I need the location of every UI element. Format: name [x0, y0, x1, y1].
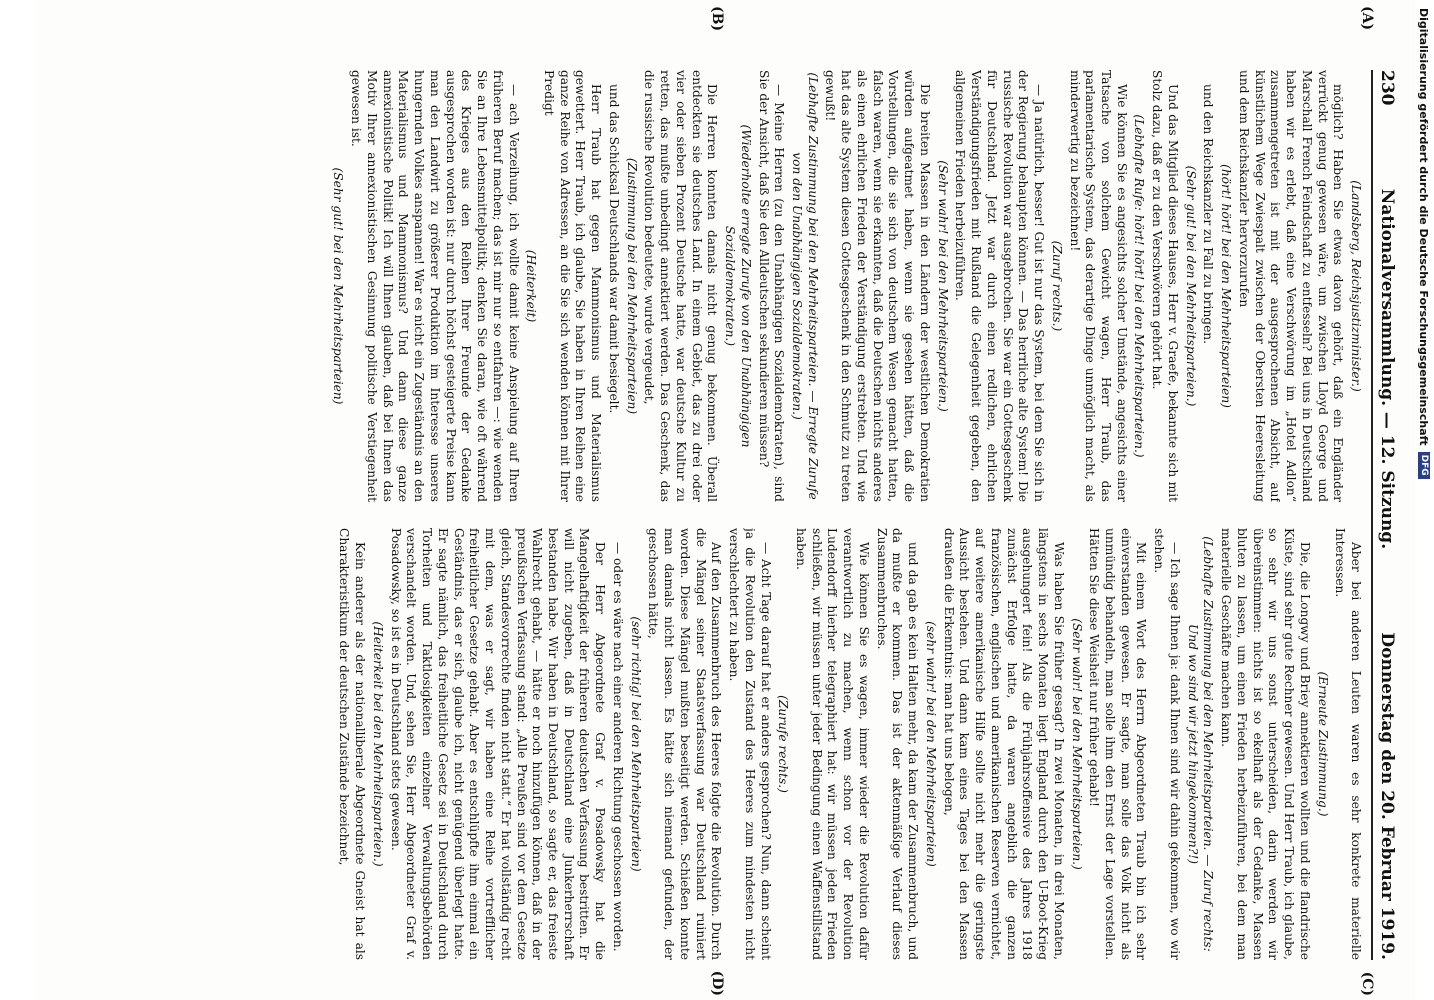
paragraph: Wie können Sie es angesichts solcher Umstände, angesichts einer Tatsache von solchem Gewicht wagen, Herr Traub, das parlamentarische System, das derartige Dinge unmöglich macht, als minderwertig zu bezeichnen! — [1067, 70, 1129, 502]
paragraph: Und das Mitglied dieses Hauses, Herr v. Graefe, bekannte sich mit Stolz dazu, daß er zu den Verschwörern gehört hat. — [1150, 70, 1180, 502]
paragraph: und da gab es kein Halten mehr, da kam der Zusammenbruch, und da mußte er kommen. Das ist der aktenmäßige Verlauf dieses Zusammenbruches. — [874, 528, 921, 960]
paragraph: — ach Verzeihung, ich wollte damit keine Anspielung auf Ihren früheren Beruf machen; das ist mir nur so entfahren —: wie wenden Sie an Ihre Lebensmittelpolitik; denken Sie daran, wie oft während des Krieges aus den Reihen Ihrer Freunde der Gedanke ausgesprochen worden ist: nur durch höchst gesteigerte Preise kann man den Landwirt zu größerer Produktion im Interesse unseres hungernden Volkes anspannen! War es nicht ein Zugeständnis an den Materialismus und Mammonismus? Und dann diese ganze annexionistische Politik! Ich will Ihnen glauben, daß bei Ihnen das Motiv Ihrer annexionistischen Gesinnung politische Verstiegenheit gewesen ist. — [349, 70, 521, 502]
paragraph: (hört! hört! bei den Mehrheitsparteien) — [1219, 164, 1234, 408]
paragraph: und das Schicksal Deutschlands war damit besiegelt. — [606, 84, 621, 414]
paragraph: (sehr wahr! bei den Mehrheitsparteien) — [923, 621, 938, 867]
paragraph: Auf den Zusammenbruch des Heeres folgte die Revolution. Durch die Mängel seiner Staatsverfassung war Deutschland ruiniert worden. Diese Mängel mußten beseitigt werden. Schießen konnte man damals nicht lassen. Es hätte sich niemand gefunden, der geschossen hätte, — [646, 528, 724, 960]
paragraph: — Acht Tage darauf hat er anders gesprochen? Nun, dann scheint ja die Revolution den Zustand des Heeres zum mindesten nicht verschlechtert zu haben. — [727, 528, 773, 960]
paragraph: Wie können Sie es wagen, immer wieder die Revolution dafür verantwortlich zu machen, wenn schon vor der Revolution Ludendorff hierher telegraphiert hat: wir müssen jeden Frieden schließen, wir müssen unter jeder Bedingung einen Waffenstillstand haben. — [794, 528, 871, 960]
paragraph: (Sehr wahr! bei den Mehrheitsparteien.) — [1069, 618, 1084, 870]
paragraph: — Ich sage Ihnen ja: dank Ihnen sind wir dahin gekommen, wo wir stehen. — [1152, 528, 1182, 960]
paragraph: (Landsberg, Reichsjustizminister.) — [1349, 180, 1363, 392]
running-title-right: Donnerstag den 20. Februar 1919. — [1377, 632, 1397, 960]
margin-marker-b: (B) — [709, 6, 725, 32]
paragraph: und den Reichskanzler zu Fall zu bringen. — [1201, 84, 1216, 345]
paragraph: Kein anderer als der nationalliberale Abgeordnete Gneist hat als Charakteristikum der deutschen Zustände bezeichnet, — [337, 528, 368, 960]
paragraph: Die breiten Massen in den Ländern der westlichen Demokratien würden aufgeatmet haben, wenn sie gesehen hätten, daß die Vorstellungen, die sie sich von deutschem Wesen gemacht hatten, falsch waren, wenn sie erkannten, daß die Deutschen nichts anderes als einen ehrlichen Frieden der Verständigung erstrebten. Und wie hat das alte System diesen Gottesgeschenk in den Schmutz zu treten gewußt! — [823, 70, 932, 502]
paragraph: Herr Traub hat gegen Mammonismus und Materialismus gewettert. Herr Traub, ich glaube, Sie haben in Ihren Reihen eine ganze Reihe von Adressen, an die Sie sich wenden können mit Ihrer Predigt — [542, 70, 604, 502]
paragraph: (Sehr gut! bei den Mehrheitsparteien) — [331, 167, 346, 405]
digitization-credit — [1416, 8, 1432, 568]
right-column — [63, 528, 1363, 960]
paragraph: (Sehr wahr! bei den Mehrheitsparteien.) — [935, 160, 950, 412]
document-page — [35, 0, 1415, 1000]
margin-marker-d: (D) — [709, 970, 725, 996]
page-number: 230 — [1377, 70, 1397, 106]
paragraph: — oder es wäre nach einer anderen Richtung geschossen worden. — [610, 542, 625, 952]
paragraph: (Lebhafte Rufe: hört! hört! bei den Mehrheitsparteien.) — [1132, 114, 1147, 458]
paragraph: — Ja natürlich, besser! Gut ist nur das System, bei dem Sie sich in der Regierung behaupten können. — Das herrliche alte System! Die russische Revolution war ausgebrochen. Sie war ein Gottesgeschenk für Deutschland. Jetzt war durch einen redlichen, ehrlichen Verständigungsfrieden mit Rußland die Gelegenheit gegeben, den allgemeinen Frieden herbeizuführen. — [953, 70, 1047, 502]
paragraph: Der Herr Abgeordnete Graf v. Posadowsky hat die Mangelhaftigkeit der früheren deutschen Verfassung bestritten. Er will nicht zugeben, daß in Deutschland eine Junkerherrschaft bestanden habe. Wir haben in Deutschland, so sagte er, das freieste Wahlrecht gehabt, — hätte er noch hinzufügen können, daß in der preußischen Verfassung stand: „Alle Preußen sind vor dem Gesetze gleich, Standesvorrechte finden nicht statt.“ Er hat vollständig recht mit dem, was er sagt, wir haben eine Reihe vortrefflicher freiheitlicher Gesetze gehabt. Aber es entschlüpfte ihm einmal ein Geständnis, das er sich, glaube ich, nicht genügend überlegt hatte. Er sagte nämlich, das freiheitliche Gesetz sei in Deutschland durch Torheiten und Taktlosigkeiten einzelner Verwaltungsbehörden verschandelt worden. Und, sehen Sie, Herr Abgeordneter Graf v. Posadowsky, so ist es in Deutschland stets gewesen. — [388, 528, 608, 960]
paragraph: (Heiterkeit) — [524, 249, 539, 323]
margin-marker-a: (A) — [1359, 6, 1375, 31]
left-column — [63, 70, 1363, 502]
paragraph: — Meine Herren (zu den Unabhängigen Sozialdemokraten), sind Sie der Ansicht, daß Sie den Alldeutschen sekundieren müssen? — [756, 70, 787, 502]
paragraph: Die Herren konnten damals nicht genug bekommen. Überall entdeckten sie deutsches Land. In einem Gebiet, das zu drei oder vier oder sieben Prozent Deutsche hatte, war deutsche Kultur zu retten, das mußte unbedingt annektiert werden. Das Geschenk, das die russische Revolution bedeutete, wurde vergeudet, — [642, 70, 720, 502]
paragraph: (Wiederholte erregte Zurufe von den Unabhängigen Sozialdemokraten.) — [723, 124, 753, 448]
paragraph: Die, die Longwy und Briey annektieren wollten und die flandrische Küste, sind sehr gute Rechner gewesen. Und Herr Traub, ich glaube, so sehr wir uns sonst unterscheiden, darin werden wir übereinstimmen: nichts ist so ekelhaft als der Gedanke, Massen bluten zu lassen, um einen Frieden herbeizuführen, bei dem man materielle Geschäfte machen kann. — [1219, 528, 1312, 960]
paragraph: möglich? Haben Sie etwas davon gehört, daß ein Engländer verrückt genug gewesen wäre, um zwischen Lloyd George und Marschall French Feindschaft zu entfesseln? Bei uns in Deutschland haben wir es erlebt, daß eine Verschwörung im „Hotel Adlon“ zusammengetreten ist mit der ausgesprochenen Absicht, auf künstlichem Wege Zwiespalt zwischen der Obersten Heeresleitung und dem Reichskanzler hervorzurufen — [1236, 70, 1346, 502]
paragraph: Was haben Sie früher gesagt? In zwei Monaten, in drei Monaten, längstens in sechs Monaten liegt England durch den U-Boot-Krieg ausgehungert fein! Als die Frühjahrsoffensive des Jahres 1918 zunächst Erfolge hatte, da waren angeblich die ganzen französischen, englischen und amerikanischen Reserven vernichtet, auf weitere amerikanische Hilfe sollte nicht mehr die geringste Aussicht bestehen. Und dann kam eines Tages bei den Massen draußen die Erkenntnis: man hat uns belogen, — [941, 528, 1066, 960]
running-title-left: Nationalversammlung. — 12. Sitzung. — [1377, 188, 1397, 550]
paragraph: (sehr richtig! bei den Mehrheitsparteien) — [628, 616, 643, 872]
text-columns — [63, 70, 1363, 960]
dfg-logo: DFG — [1418, 452, 1430, 479]
paragraph: Aber bei anderen Leuten waren es sehr konkrete materielle Interessen. — [1333, 528, 1363, 960]
paragraph: (Erneute Zustimmung.) — [1315, 671, 1330, 817]
paragraph: (Lebhafte Zustimmung bei den Mehrheitsparteien. — Erregte Zurufe von den Unabhängigen Sozialdemokraten.) — [790, 72, 820, 500]
paragraph: (Zuruf rechts.) — [1049, 240, 1064, 332]
margin-marker-c: (C) — [1359, 971, 1375, 996]
page-header — [1371, 70, 1397, 960]
paragraph: (Zustimmung bei den Mehrheitsparteien) — [624, 157, 639, 415]
paragraph: (Sehr gut! bei den Mehrheitsparteien.) — [1183, 165, 1198, 407]
paragraph: Mit einem Wort des Herrn Abgeordneten Traub bin ich sehr einverstanden gewesen. Er sagte, man solle das Volk nicht als unmündig behandeln, man solle ihm den Ernst der Lage vorstellen. Hätten Sie diese Weisheit nur früher gehabt! — [1087, 528, 1149, 960]
paragraph: (Heiterkeit bei den Mehrheitsparteien.) — [370, 621, 385, 867]
digitization-text: Digitalisierung gefördert durch die Deutsche Forschungsgemeinschaft — [1417, 8, 1431, 446]
paragraph: (Lebhafte Zustimmung bei den Mehrheitsparteien. — Zuruf rechts: Und wo sind wir jetzt hingekommen?!) — [1185, 536, 1216, 952]
paragraph: (Zurufe rechts.) — [776, 695, 791, 793]
